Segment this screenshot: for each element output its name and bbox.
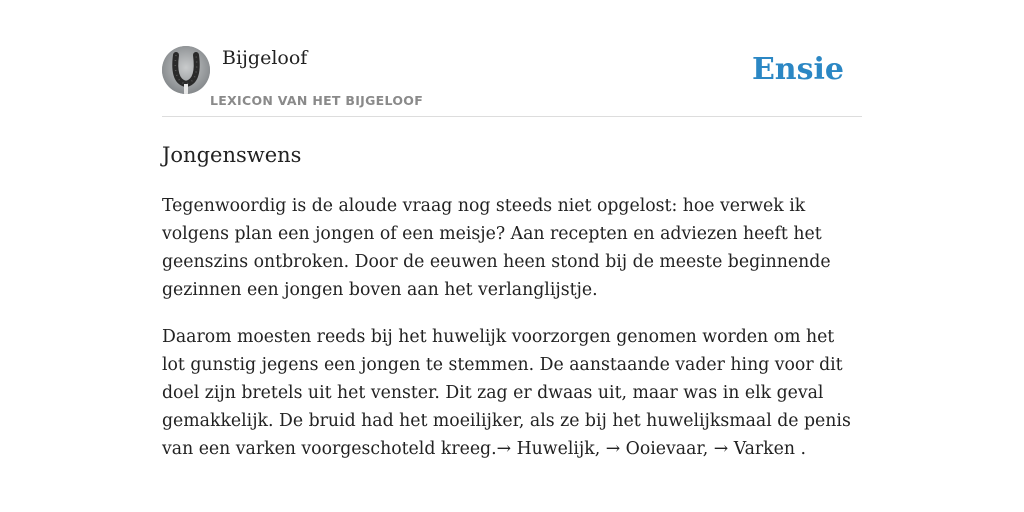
reference-separator: , bbox=[702, 439, 714, 459]
avatar[interactable] bbox=[162, 46, 210, 94]
book-title-link[interactable]: Bijgeloof bbox=[222, 47, 308, 69]
reference-link-huwelijk[interactable]: → Huwelijk bbox=[496, 439, 595, 459]
book-subtitle: LEXICON VAN HET BIJGELOOF bbox=[210, 93, 424, 108]
paragraph-2-text: Daarom moesten reeds bij het huwelijk voorzorgen genomen worden om het lot gunstig jegens een jongen te stemmen. De aanstaande vader hing voor dit doel zijn bretels uit het venster. Dit zag er dwaas uit, maar was in elk geval gemakkelijk. De bruid had het moeilijker, als ze bij het huwelijksmaal de penis van een varken voorgeschoteld kreeg. bbox=[162, 327, 851, 459]
horseshoe-icon bbox=[162, 46, 210, 94]
reference-link-varken[interactable]: → Varken bbox=[713, 439, 795, 459]
entry-content bbox=[162, 192, 862, 482]
paragraph-2 bbox=[162, 323, 862, 463]
header bbox=[162, 46, 862, 117]
reference-separator: , bbox=[594, 439, 606, 459]
paragraph-1: Tegenwoordig is de aloude vraag nog steeds niet opgelost: hoe verwek ik volgens plan een jongen of een meisje? Aan recepten en adviezen heeft het geenszins ontbroken. Door de eeuwen heen stond bij de meeste beginnende gezinnen een jongen boven aan het verlanglijstje. bbox=[162, 196, 831, 300]
reference-terminator: . bbox=[795, 439, 806, 459]
entry-title: Jongenswens bbox=[162, 143, 302, 167]
reference-link-ooievaar[interactable]: → Ooievaar bbox=[605, 439, 703, 459]
brand-logo-link[interactable]: Ensie bbox=[751, 52, 844, 87]
